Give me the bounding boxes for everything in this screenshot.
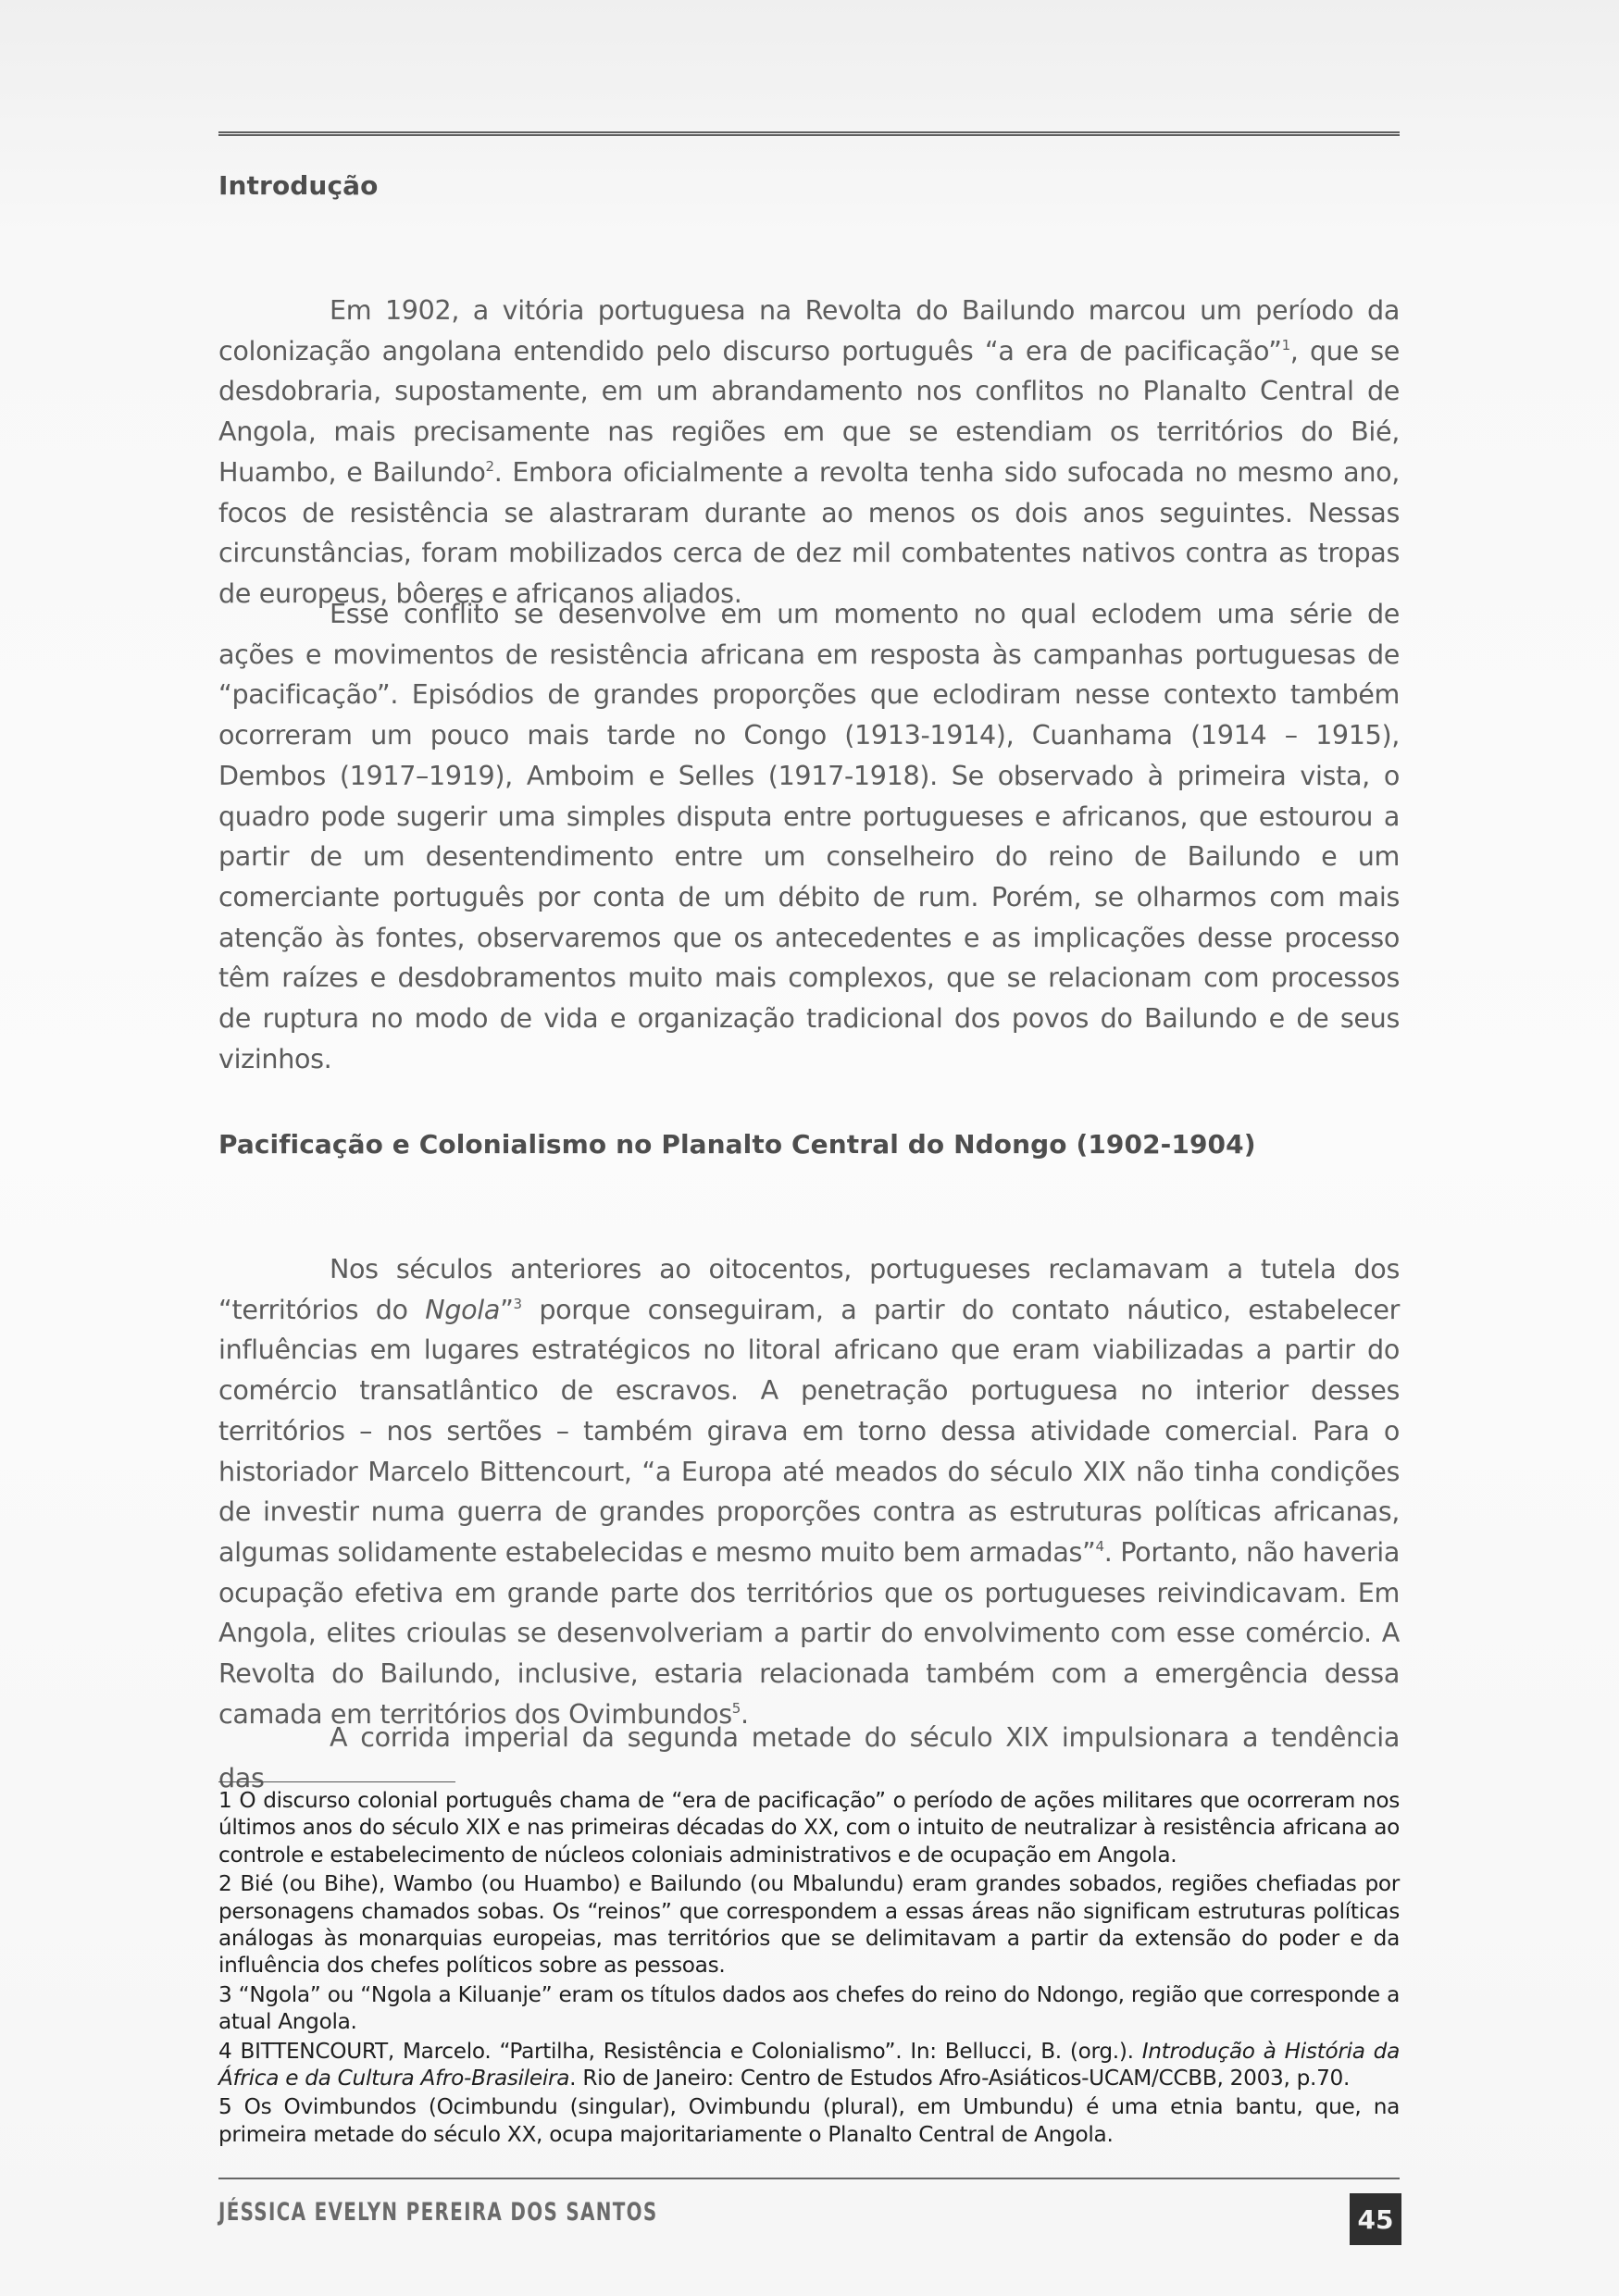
paragraph-3-part-d: . Portanto, não haveria ocupação efetiva em grande parte dos territórios que os portugueses reivindicavam. Em Angola, elites crioulas se desenvolveriam a partir do envolvimento com esse comércio. A Revolta do Bailundo, inclusive, estaria relacionada também com a emergência dessa camada em territórios dos Ovimbundos (218, 1535, 1401, 1730)
footnote-4 (218, 2038, 1400, 2092)
header-double-rule (218, 131, 1400, 136)
section-title-introducao: Introdução (218, 170, 379, 201)
footnote-ref-3[interactable]: 3 (513, 1295, 522, 1312)
footnote-4-part-b: . Rio de Janeiro: Centro de Estudos Afro-Asiáticos-UCAM/CCBB, 2003, p.70. (569, 2066, 1351, 2091)
footnote-ref-4[interactable]: 4 (1095, 1537, 1104, 1555)
footnotes (218, 1787, 1400, 2150)
footnote-4-book-title: Introdução à História da África e da Cultura Afro-Brasileira (218, 2038, 1401, 2091)
paragraph-2 (218, 594, 1400, 1079)
paragraph-3 (218, 1249, 1400, 1734)
footnote-ref-5[interactable]: 5 (731, 1699, 741, 1717)
footnote-1: 1 O discurso colonial português chama de “era de pacificação” o período de ações militares que ocorreram nos últimos anos do século XIX e nas primeiras décadas do XX, com o intuito de neutralizar à resistência africana ao controle e estabelecimento de núcleos coloniais administrativos e de ocupação em Angola. (218, 1788, 1400, 1868)
footnote-ref-2[interactable]: 2 (485, 457, 494, 475)
paragraph-3-part-c: porque conseguiram, a partir do contato náutico, estabelecer influências em lugares estratégicos no litoral africano que eram viabilizadas a partir do comércio transatlântico de escravos. A penetração portuguesa no interior desses territórios – nos sertões – também girava em torno dessa atividade comercial. Para o historiador Marcelo Bittencourt, “a Europa até meados do século XIX não tinha condições de investir numa guerra de grandes proporções contra as estruturas políticas africanas, algumas solidamente estabelecidas e mesmo muito bem armadas” (218, 1293, 1401, 1568)
paragraph-1 (218, 291, 1400, 614)
paragraph-3-text (218, 1249, 1400, 1734)
paragraph-3-ngola-italic: Ngola (425, 1293, 501, 1325)
paragraph-1-part-b: , que se desdobraria, supostamente, em um abrandamento nos conflitos no Planalto Central de Angola, mais precisamente nas regiões em que se estendiam os territórios do Bié, Huambo, e Bailundo (218, 334, 1400, 488)
page-number-badge: 45 (1350, 2193, 1401, 2245)
paragraph-1-text (218, 291, 1400, 614)
paragraph-1-part-c: . Embora oficialmente a revolta tenha sido sufocada no mesmo ano, focos de resistência se alastraram durante ao menos os dois anos seguintes. Nessas circunstâncias, foram mobilizados cerca de dez mil combatentes nativos contra as tropas de europeus, bôeres e africanos aliados. (218, 455, 1400, 609)
footnote-separator (218, 1781, 455, 1782)
paragraph-3-closing-quote: ” (500, 1293, 514, 1325)
footer-author: JÉSSICA EVELYN PEREIRA DOS SANTOS (218, 2198, 658, 2227)
section-title-pacificacao: Pacificação e Colonialismo no Planalto Central do Ndongo (1902-1904) (218, 1129, 1256, 1160)
paragraph-1-part-a: Em 1902, a vitória portuguesa na Revolta do Bailundo marcou um período da colonização angolana entendido pelo discurso português “a era de pacificação” (218, 294, 1400, 366)
footnote-2: 2 Bié (ou Bihe), Wambo (ou Huambo) e Bailundo (ou Mbalundu) eram grandes sobados, regiões chefiadas por personagens chamados sobas. Os “reinos” que correspondem a essas áreas não significam estruturas políticas análogas às monarquias europeias, mas territórios que se delimitavam a partir da extensão do poder e da influência dos chefes políticos sobre as pessoas. (218, 1871, 1400, 1979)
paragraph-3-part-e: . (740, 1697, 749, 1730)
paragraph-3-part-a: Nos séculos anteriores ao oitocentos, portugueses reclamavam a tutela dos “territórios do (218, 1253, 1400, 1325)
footer-rule (218, 2178, 1400, 2179)
footnote-5: 5 Os Ovimbundos (Ocimbundu (singular), Ovimbundu (plural), em Umbundu) é uma etnia bantu, que, na primeira metade do século XX, ocupa majoritariamente o Planalto Central de Angola. (218, 2094, 1400, 2147)
paragraph-2-text: Esse conflito se desenvolve em um momento no qual eclodem uma série de ações e movimentos de resistência africana em resposta às campanhas portuguesas de “pacificação”. Episódios de grandes proporções que eclodiram nesse contexto também ocorreram um pouco mais tarde no Congo (1913-1914), Cuanhama (1914 – 1915), Dembos (1917–1919), Amboim e Selles (1917-1918). Se observado à primeira vista, o quadro pode sugerir uma simples disputa entre portugueses e africanos, que estourou a partir de um desentendimento entre um conselheiro do reino de Bailundo e um comerciante português por conta de um débito de rum. Porém, se olharmos com mais atenção às fontes, observaremos que os antecedentes e as implicações desse processo têm raízes e desdobramentos muito mais complexos, que se relacionam com processos de ruptura no modo de vida e organização tradicional dos povos do Bailundo e de seus vizinhos. (218, 598, 1400, 1074)
document-page (218, 0, 1400, 2296)
footnote-3: 3 “Ngola” ou “Ngola a Kiluanje” eram os títulos dados aos chefes do reino do Ndongo, região que corresponde a atual Angola. (218, 1981, 1400, 2035)
paragraph-4-text: A corrida imperial da segunda metade do século XIX impulsionara a tendência das (218, 1721, 1400, 1793)
footnote-ref-1[interactable]: 1 (1281, 336, 1290, 354)
footnote-4-part-a: 4 BITTENCOURT, Marcelo. “Partilha, Resistência e Colonialismo”. In: Bellucci, B. (org.). (218, 2038, 1142, 2064)
